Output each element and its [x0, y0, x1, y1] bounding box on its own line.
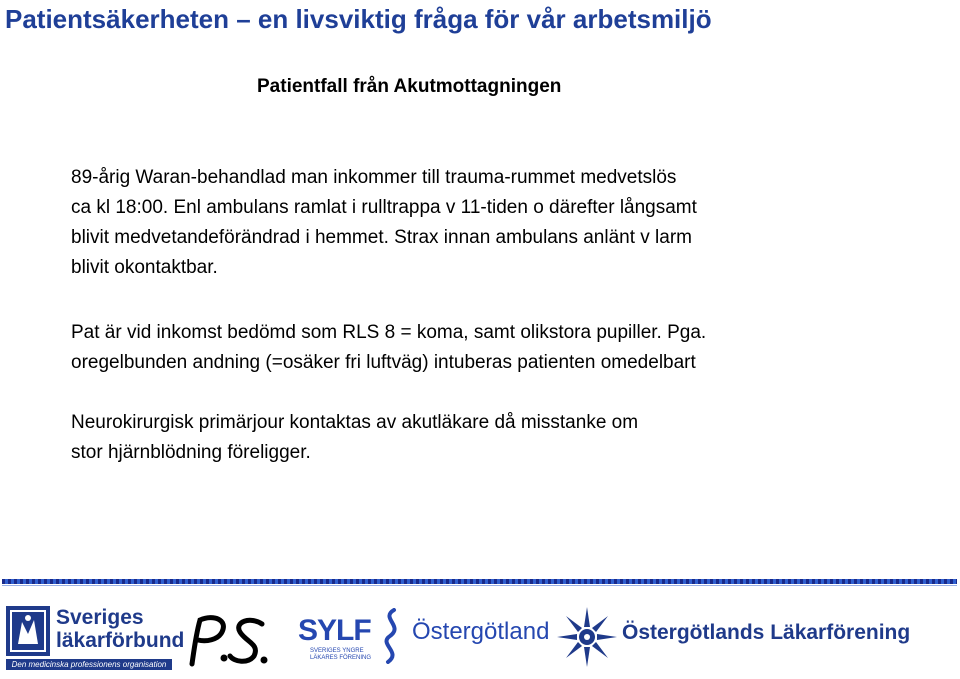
case-paragraph-3 [71, 408, 901, 468]
footer-divider [2, 579, 957, 584]
sylf-small-text: SVERIGES YNGRE LÄKARES FÖRENING [310, 648, 372, 661]
text-line: blivit medvetandeförändrad i hemmet. Strax innan ambulans anlänt v larm [71, 227, 692, 248]
text-line: stor hjärnblödning föreligger. [71, 442, 311, 463]
star-emblem-icon [556, 602, 618, 672]
text-line: ca kl 18:00. Enl ambulans ramlat i rulltrappa v 11-tiden o därefter långsamt [71, 197, 697, 218]
logo-tagline: Den medicinska professionens organisation [6, 659, 172, 670]
association-name: Östergötlands Läkarförening [622, 621, 911, 644]
sylf-region-name: Östergötland [412, 618, 550, 645]
crest-icon [6, 606, 50, 656]
slide-subtitle: Patientfall från Akutmottagningen [257, 76, 562, 97]
ps-signature-logo [184, 612, 270, 668]
footer-divider-thin [2, 585, 957, 586]
text-line: 89-årig Waran-behandlad man inkommer till trauma-rummet medvetslös [71, 167, 677, 188]
logo-name-line-1: Sveriges [56, 606, 144, 629]
text-line: blivit okontaktbar. [71, 257, 218, 278]
text-line: oregelbunden andning (=osäker fri luftväg) intuberas patienten omedelbart [71, 352, 696, 373]
sylf-swirl-icon [374, 608, 410, 664]
sylf-wordmark: SYLF [298, 614, 371, 647]
text-line: Neurokirurgisk primärjour kontaktas av akutläkare då misstanke om [71, 412, 639, 433]
slide-title: Patientsäkerheten – en livsviktig fråga för vår arbetsmiljö [5, 4, 712, 34]
sveriges-lakarforbund-logo [4, 604, 185, 672]
logo-name-line-2: läkarförbund [56, 629, 185, 652]
case-paragraph-1 [71, 163, 901, 283]
case-paragraph-2 [71, 318, 901, 378]
text-line: Pat är vid inkomst bedömd som RLS 8 = koma, samt olikstora pupiller. Pga. [71, 322, 707, 343]
sylf-ostergotland-logo [298, 608, 548, 664]
ostergotlands-lakarforening-logo [556, 600, 956, 674]
